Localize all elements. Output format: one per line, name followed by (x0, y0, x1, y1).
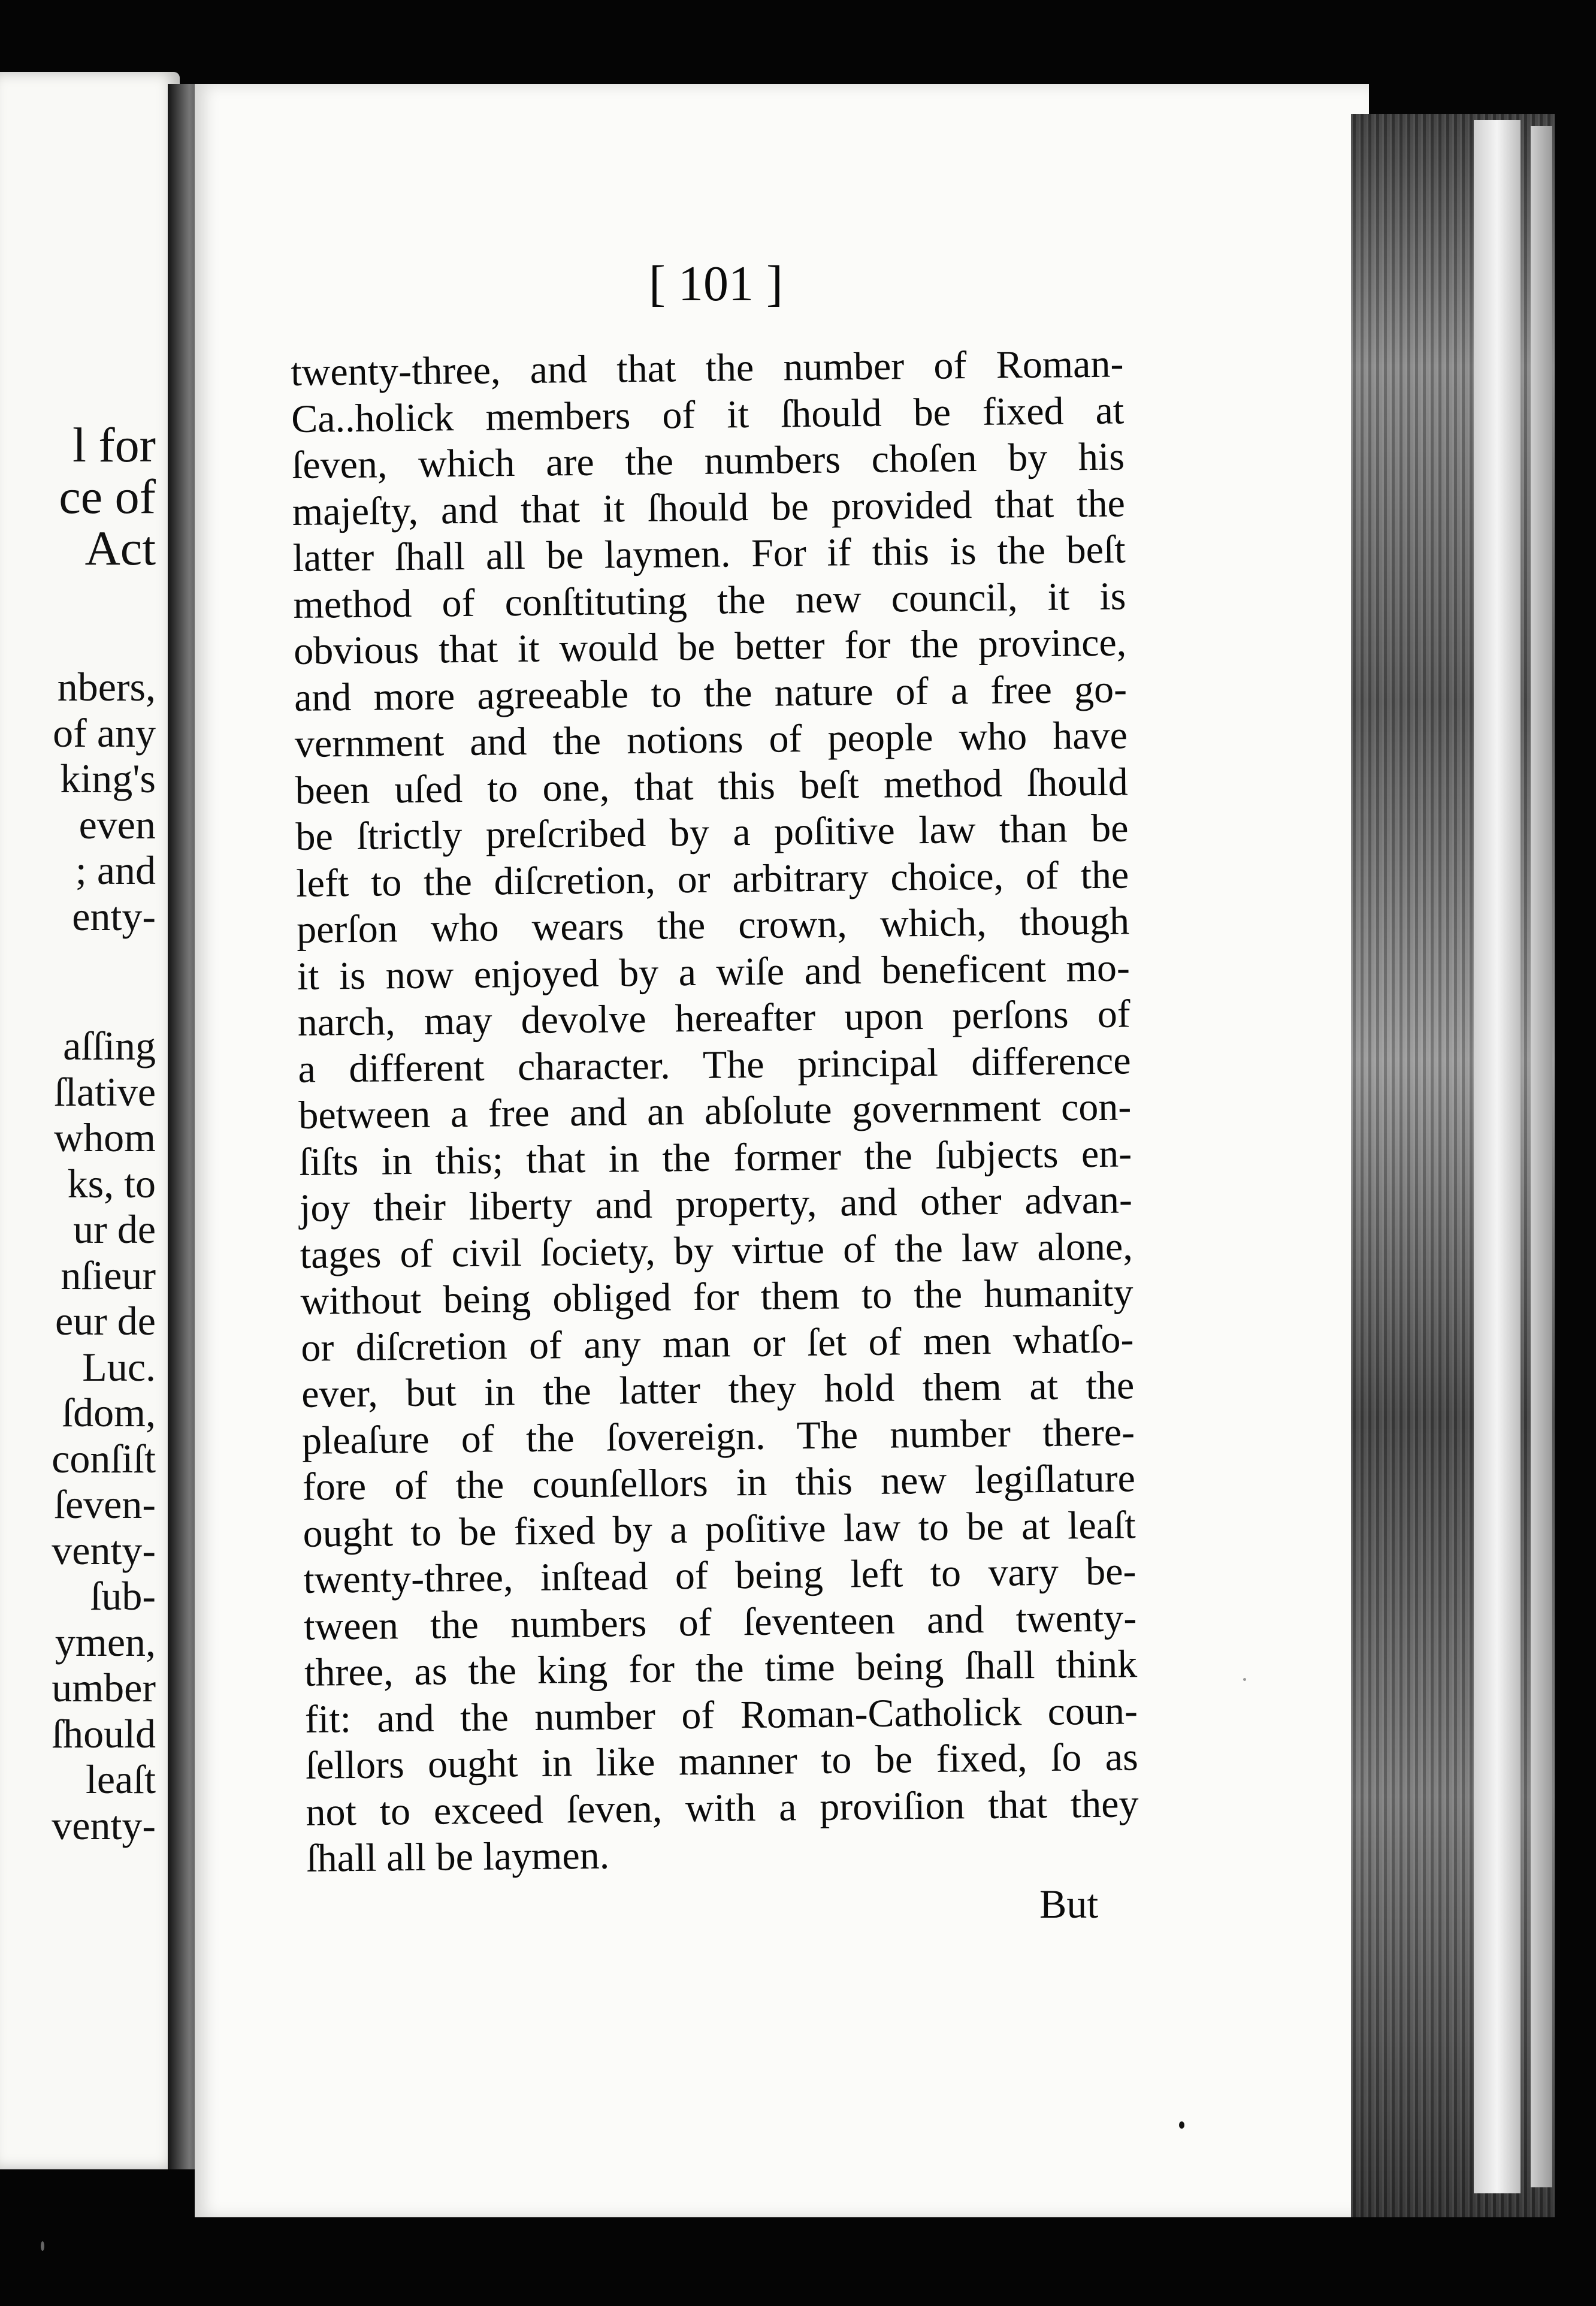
left-page (0, 72, 180, 2169)
text-line: it is now enjoyed by a wiſe and beneficent mo- (297, 945, 1130, 998)
left-fragment: eur de (55, 1298, 156, 1344)
text-line: perſon who wears the crown, which, though (296, 899, 1130, 952)
left-fragment: ; and (75, 847, 156, 893)
left-fragment: aſſing (63, 1023, 156, 1069)
left-fragment: nſieur (61, 1252, 156, 1298)
text-line: majeſty, and that it ſhould be provided that the (292, 481, 1126, 534)
text-line: twenty-three, inſtead of being left to vary be- (303, 1549, 1136, 1602)
text-line: pleaſure of the ſovereign. The number there- (301, 1409, 1135, 1463)
text-line: ever, but in the latter they hold them at the (301, 1363, 1135, 1416)
ink-speck (1179, 2121, 1184, 2129)
text-line: tween the numbers of ſeventeen and twenty- (303, 1595, 1137, 1649)
page-edge-strip-outer (1531, 126, 1552, 2187)
left-fragment: whom (54, 1115, 156, 1160)
ink-speck (1243, 1678, 1246, 1681)
left-fragment: leaſt (85, 1756, 156, 1802)
text-line: be ſtrictly preſcribed by a poſitive law than be (295, 806, 1129, 859)
left-fragment: ſub- (90, 1573, 156, 1619)
text-line: ſhall all be laymen. (306, 1833, 610, 1881)
text-line: method of conſtituting the new council, it is (293, 574, 1126, 627)
left-fragment: even (78, 801, 156, 847)
ink-speck (41, 2241, 44, 2251)
left-fragment: Luc. (82, 1344, 156, 1390)
text-line: not to exceed ſeven, with a proviſion that they (306, 1781, 1139, 1834)
text-line: a different character. The principal difference (298, 1038, 1131, 1091)
left-fragment: ſeven- (54, 1481, 156, 1527)
left-fragment: ce of (59, 469, 156, 524)
text-line: obvious that it would be better for the province, (293, 620, 1127, 673)
text-line: tages of civil ſociety, by virtue of the law alone, (300, 1224, 1133, 1277)
text-line: ſellors ought in like manner to be fixed, ſo as (305, 1735, 1139, 1788)
left-fragment: ymen, (55, 1619, 156, 1665)
text-line: twenty-three, and that the number of Roman- (291, 342, 1124, 394)
left-fragment: conſiſt (52, 1435, 156, 1481)
left-fragment: ſlative (54, 1069, 156, 1115)
catchword: But (1039, 1881, 1099, 1927)
text-line: vernment and the notions of people who have (294, 713, 1128, 766)
page-number: [ 101 ] (649, 256, 783, 312)
left-fragment: of any (53, 710, 156, 756)
left-fragment: ks, to (67, 1160, 156, 1206)
text-line: ought to be fixed by a poſitive law to be at leaſt (303, 1502, 1136, 1556)
left-fragment: Act (84, 521, 156, 575)
left-fragment: venty- (52, 1527, 156, 1573)
text-line: fore of the counſellors in this new legiſlature (302, 1456, 1136, 1509)
left-fragment: l for (72, 418, 156, 472)
text-line: three, as the king for the time being ſhall think (304, 1642, 1138, 1695)
left-fragment: ſdom, (62, 1390, 156, 1435)
left-fragment: venty- (52, 1802, 156, 1848)
text-line: ſeven, which are the numbers choſen by his (291, 434, 1125, 487)
left-fragment: ſhould (52, 1710, 156, 1756)
body-text (291, 340, 1139, 1882)
text-line: between a free and an abſolute government con- (298, 1085, 1132, 1137)
text-line: without being obliged for them to the humanity (300, 1270, 1133, 1323)
page-edge-strip (1474, 120, 1521, 2193)
text-line: or diſcretion of any man or ſet of men whatſo- (301, 1317, 1134, 1370)
left-fragment: umber (52, 1665, 156, 1710)
text-line: ſiſts in this; that in the former the ſubjects en- (298, 1131, 1132, 1184)
text-line: been uſed to one, that this beſt method ſhould (295, 759, 1129, 813)
text-line: and more agreeable to the nature of a free go- (294, 666, 1128, 720)
text-line: fit: and the number of Roman-Catholick coun- (304, 1688, 1138, 1741)
left-fragment: king's (60, 756, 156, 801)
text-line: joy their liberty and property, and other advan- (299, 1178, 1133, 1230)
left-fragment: ur de (73, 1206, 156, 1252)
text-line: left to the diſcretion, or arbitrary choice, of the (295, 852, 1129, 906)
text-line: narch, may devolve hereafter upon perſons of (297, 992, 1131, 1045)
left-fragment: enty- (72, 893, 156, 939)
left-page-fragments (52, 72, 156, 1848)
left-fragment: nbers, (57, 664, 156, 710)
text-line: latter ſhall all be laymen. For if this is the beſt (292, 527, 1126, 580)
text-line: Ca..holick members of it ſhould be fixed at (291, 388, 1125, 441)
page-edges (1351, 114, 1555, 2217)
